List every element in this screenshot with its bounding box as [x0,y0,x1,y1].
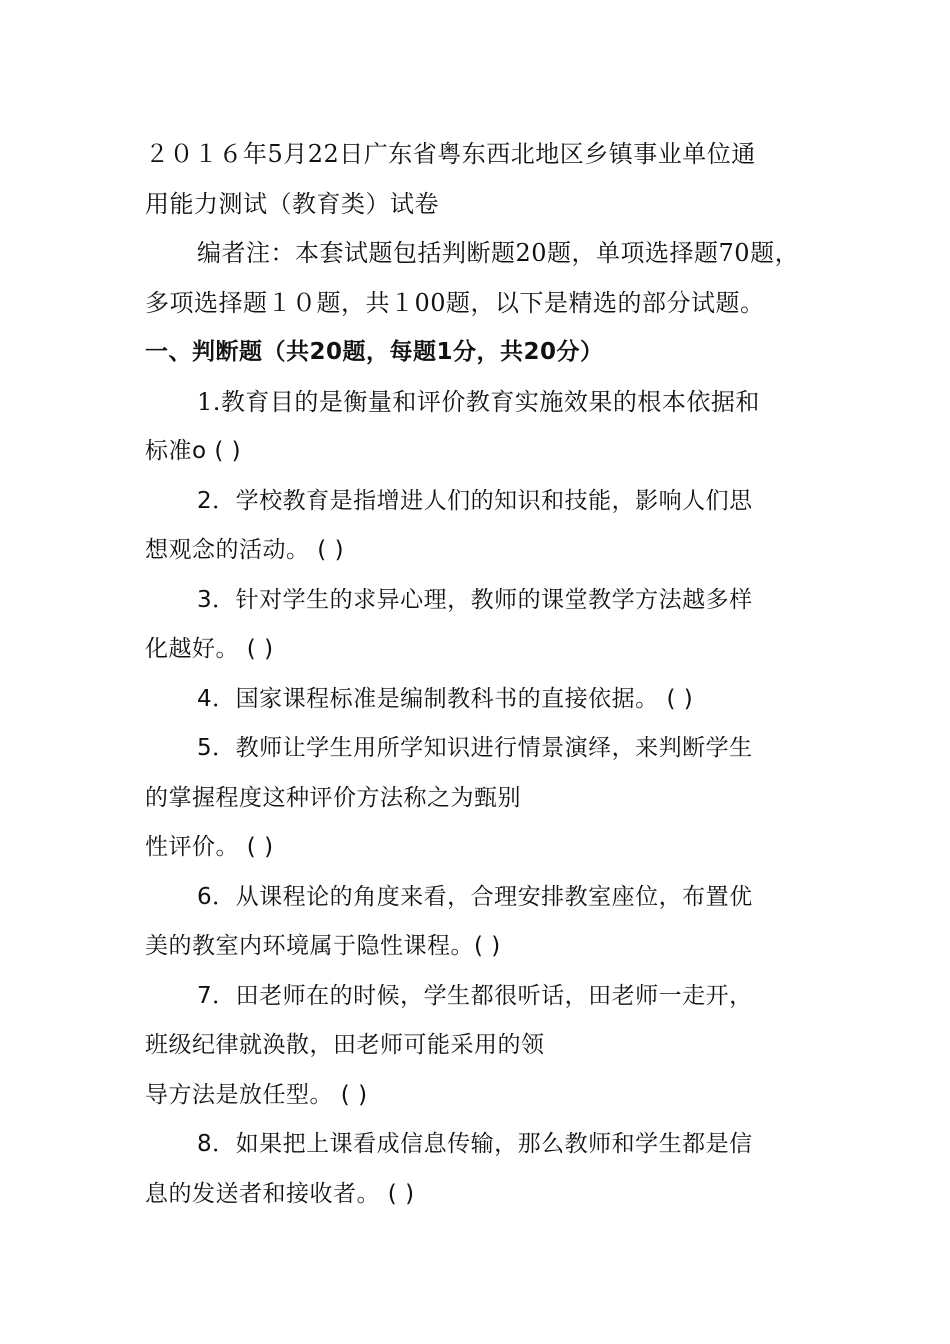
question-7-line-1: 7．田老师在的时候，学生都很听话，田老师一走开， [197,982,753,1009]
question-5-line-2: 的掌握程度这种评价方法称之为甄别 [145,784,521,811]
question-3-line-1: 3．针对学生的求异心理，教师的课堂教学方法越多样 [197,586,753,613]
editor-note-line-2: 多项选择题１０题，共１00题，以下是精选的部分试题。 [145,288,765,317]
question-6-line-2: 美的教室内环境属于隐性课程。( ) [145,933,501,959]
question-5-line-1: 5．教师让学生用所学知识进行情景演绎，来判断学生 [197,735,753,761]
question-2-line-2: 想观念的活动。 ( ) [145,537,345,563]
section-heading: 一、判断题（共20题，每题1分，共20分） [145,339,604,365]
title-line-2: 用能力测试（教育类）试卷 [145,189,439,218]
question-8-line-2: 息的发送者和接收者。 ( ) [145,1180,415,1207]
editor-note-line-1: 编者注：本套试题包括判断题20题，单项选择题70题， [197,239,800,267]
question-5-line-3: 性评价。 ( ) [145,834,274,860]
title-line-1: ２０１６年5月22日广东省粤东西北地区乡镇事业单位通 [145,140,756,168]
question-4-line-1: 4．国家课程标准是编制教科书的直接依据。 ( ) [197,685,694,712]
document-page [145,130,825,1219]
question-1-line-1: 1.教育目的是衡量和评价教育实施效果的根本依据和 [197,387,760,416]
question-6-line-1: 6．从课程论的角度来看，合理安排教室座位，布置优 [197,883,753,910]
question-7-line-3: 导方法是放任型。 ( ) [145,1081,368,1108]
question-2-line-1: 2．学校教育是指增进人们的知识和技能，影响人们思 [197,487,753,514]
question-7-line-2: 班级纪律就涣散，田老师可能采用的领 [145,1032,545,1058]
question-3-line-2: 化越好。 ( ) [145,636,274,662]
question-1-line-2: 标准o ( ) [145,438,242,464]
question-8-line-1: 8．如果把上课看成信息传输，那么教师和学生都是信 [197,1131,753,1157]
